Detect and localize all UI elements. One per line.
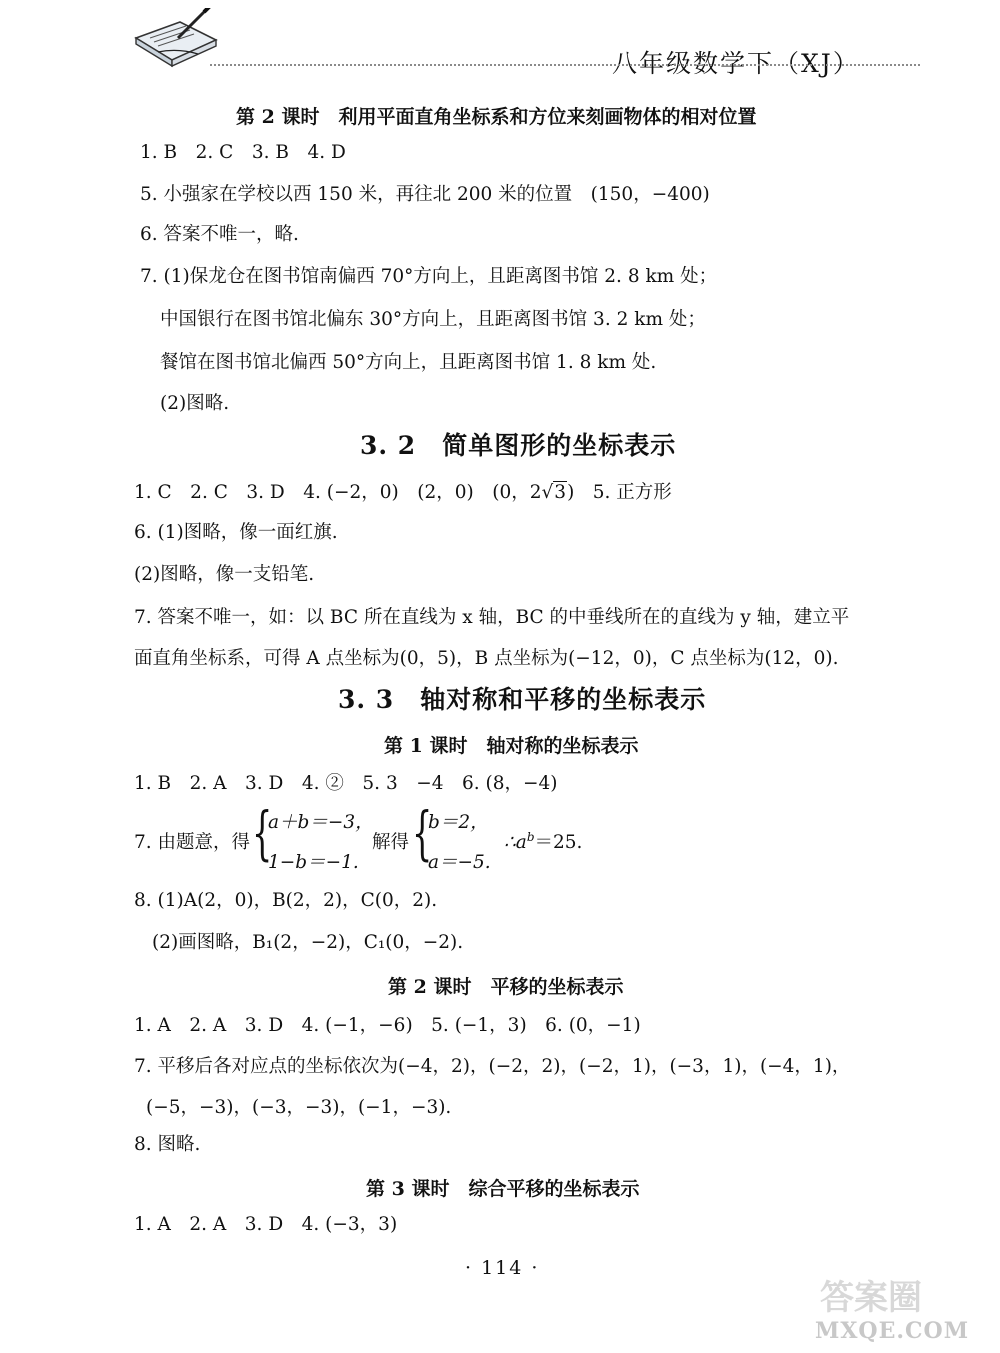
lesson-heading: 第 2 课时 平移的坐标表示 xyxy=(388,976,624,998)
answer-text: ) 5. 正方形 xyxy=(567,482,672,503)
page-number: · 114 · xyxy=(465,1257,540,1279)
header-divider xyxy=(210,64,920,66)
answer-line: 7. 答案不唯一，如：以 BC 所在直线为 x 轴，BC 的中垂线所在的直线为 y 轴，建立平 xyxy=(134,607,850,628)
answer-line: (2)图略，像一支铅笔. xyxy=(134,564,315,585)
answer-text: 解得 xyxy=(372,832,410,853)
lesson-heading: 第 1 课时 轴对称的坐标表示 xyxy=(384,735,639,757)
sqrt-argument: 3 xyxy=(554,482,567,503)
section-heading: 3. 2 简单图形的坐标表示 xyxy=(360,431,677,460)
answer-line: (2)图略. xyxy=(160,393,230,414)
brace-symbol: { xyxy=(412,799,433,867)
answer-text: $\therefore a^b=25$. xyxy=(504,829,583,853)
answer-line: 面直角坐标系，可得 A 点坐标为(0，5)，B 点坐标为(−12，0)，C 点坐标为(12，0). xyxy=(134,648,839,669)
brace-symbol: { xyxy=(252,799,273,867)
sqrt-symbol: √ xyxy=(541,482,554,503)
equation-line: b＝2， xyxy=(428,812,489,833)
equation-line: a＋b＝−3， xyxy=(268,812,374,833)
equation-line: 1−b＝−1. xyxy=(268,852,359,873)
answer-line: (−5，−3)，(−3，−3)，(−1，−3). xyxy=(146,1097,452,1118)
watermark-url: MXQE.COM xyxy=(815,1318,970,1344)
watermark-logo: 答案圈 xyxy=(820,1278,922,1318)
lesson-heading: 第 3 课时 综合平移的坐标表示 xyxy=(366,1178,640,1200)
answer-line: 8. (1)A(2，0)，B(2，2)，C(0，2). xyxy=(134,890,438,911)
equation-line: a＝−5. xyxy=(428,852,491,873)
answer-text: 1. C 2. C 3. D 4. (−2，0) (2，0) (0，2 xyxy=(134,482,542,503)
answer-line: (2)画图略，B₁(2，−2)，C₁(0，−2). xyxy=(152,932,464,953)
answer-line: 7. (1)保龙仓在图书馆南偏西 70°方向上，且距离图书馆 2. 8 km 处； xyxy=(140,266,718,287)
answer-line: 1. A 2. A 3. D 4. (−1，−6) 5. (−1，3) 6. (0，−1) xyxy=(134,1015,641,1036)
answer-line: 1. B 2. A 3. D 4. ② 5. 3 −4 6. (8，−4) xyxy=(134,773,558,794)
answer-line xyxy=(134,478,672,504)
answer-line: 6. 答案不唯一，略. xyxy=(140,224,299,245)
header-logo-icon xyxy=(128,8,223,70)
answer-line: 中国银行在图书馆北偏东 30°方向上，且距离图书馆 3. 2 km 处； xyxy=(160,309,706,330)
answer-line: 5. 小强家在学校以西 150 米，再往北 200 米的位置 (150，−400) xyxy=(140,184,710,205)
header-title: 八年级数学下（XJ） xyxy=(612,49,860,78)
answer-line: 1. A 2. A 3. D 4. (−3，3) xyxy=(134,1214,398,1235)
section-heading: 3. 3 轴对称和平移的坐标表示 xyxy=(338,685,707,714)
answer-line: 餐馆在图书馆北偏西 50°方向上，且距离图书馆 1. 8 km 处. xyxy=(160,352,657,373)
answer-line: 8. 图略. xyxy=(134,1134,201,1155)
lesson-heading: 第 2 课时 利用平面直角坐标系和方位来刻画物体的相对位置 xyxy=(236,106,757,128)
answer-line: 6. (1)图略，像一面红旗. xyxy=(134,522,338,543)
answer-line: 7. 平移后各对应点的坐标依次为(−4，2)，(−2，2)，(−2，1)，(−3，1)，(−4，1)， xyxy=(134,1056,851,1077)
answer-line: 7. 由题意，得 xyxy=(134,832,251,853)
answer-line: 1. B 2. C 3. B 4. D xyxy=(140,142,346,163)
